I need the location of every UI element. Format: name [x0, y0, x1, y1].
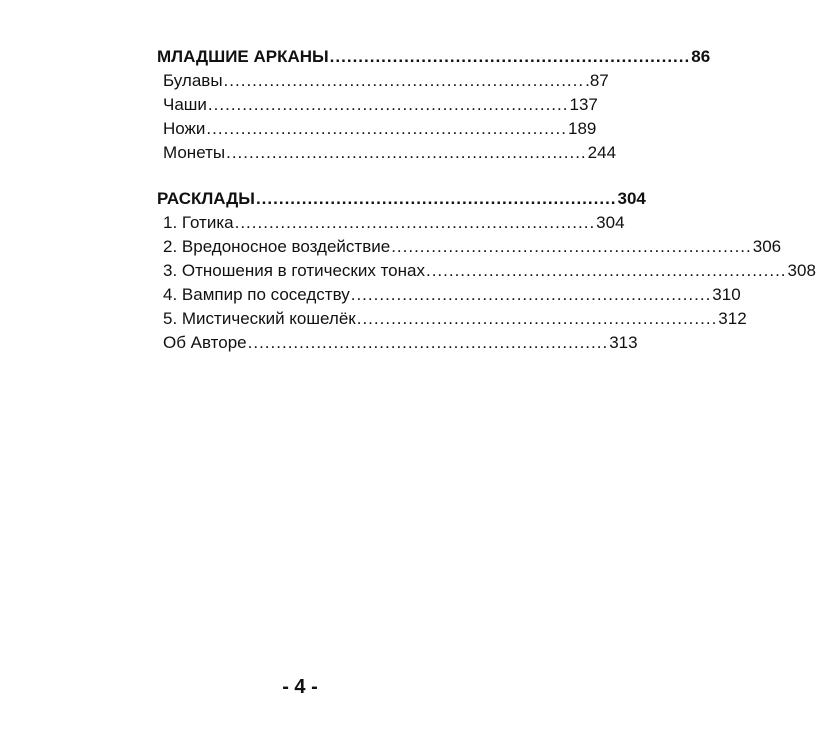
- toc-entry-gothic[interactable]: [157, 211, 625, 235]
- toc-entry-minor-arcana[interactable]: [157, 45, 711, 69]
- dot-leader: ...............................................................: [425, 261, 787, 280]
- toc-entry-page: 304: [617, 189, 646, 208]
- dot-leader: ...............................................................: [391, 237, 752, 256]
- page-number: - 4 -: [282, 676, 318, 698]
- dot-leader: ...............................................................: [329, 47, 691, 66]
- toc-entry-spreads[interactable]: [157, 187, 646, 211]
- table-of-contents: [157, 45, 816, 355]
- toc-entry-title: 3. Отношения в готических тонах: [163, 261, 425, 280]
- toc-entry-page: 310: [712, 285, 741, 304]
- toc-entry-title: 1. Готика: [163, 213, 234, 232]
- toc-entry-cups[interactable]: [157, 93, 598, 117]
- toc-entry-title: 5. Мистический кошелёк: [163, 309, 356, 328]
- toc-entry-title: Об Авторе: [163, 333, 247, 352]
- toc-entry-page: 304: [596, 213, 625, 232]
- toc-entry-page: 313: [609, 333, 638, 352]
- toc-entry-knives[interactable]: [157, 117, 597, 141]
- section-spacer: [157, 165, 475, 187]
- toc-entry-page: 137: [569, 95, 598, 114]
- toc-entry-title: 2. Вредоносное воздействие: [163, 237, 391, 256]
- toc-entry-mystic-wallet[interactable]: [157, 307, 747, 331]
- toc-entry-page: 312: [718, 309, 747, 328]
- toc-entry-title: Монеты: [163, 143, 226, 162]
- dot-leader: ...............................................................: [226, 143, 587, 162]
- toc-entry-page: 244: [587, 143, 617, 162]
- dot-leader: ...............................................................: [234, 213, 596, 232]
- dot-leader: ...............................................................: [255, 189, 617, 208]
- toc-entry-title: Чаши: [163, 95, 207, 114]
- toc-entry-page: 86: [691, 47, 711, 66]
- toc-entry-title: Булавы: [163, 71, 223, 90]
- toc-entry-harmful-influence[interactable]: [157, 235, 782, 259]
- toc-entry-page: 308: [787, 261, 816, 280]
- dot-leader: ...............................................................: [223, 71, 585, 90]
- toc-entry-coins[interactable]: [157, 141, 617, 165]
- toc-entry-gothic-relationships[interactable]: [157, 259, 816, 283]
- toc-entry-title: 4. Вампир по соседству: [163, 285, 350, 304]
- dot-leader: ...............................................................: [350, 285, 712, 304]
- dot-leader: ...............................................................: [206, 119, 567, 138]
- toc-entry-about-author[interactable]: [157, 331, 638, 355]
- toc-entry-title: РАСКЛАДЫ: [157, 189, 255, 208]
- toc-entry-page: 306: [752, 237, 782, 256]
- toc-entry-wands[interactable]: [157, 69, 609, 93]
- dot-leader: ...............................................................: [247, 333, 609, 352]
- dot-leader: ...............................................................: [207, 95, 569, 114]
- toc-entry-page: 189: [567, 119, 597, 138]
- toc-entry-title: МЛАДШИЕ АРКАНЫ: [157, 47, 329, 66]
- toc-entry-page: .87: [585, 71, 609, 90]
- toc-entry-vampire-next-door[interactable]: [157, 283, 741, 307]
- dot-leader: ...............................................................: [356, 309, 718, 328]
- toc-entry-title: Ножи: [163, 119, 206, 138]
